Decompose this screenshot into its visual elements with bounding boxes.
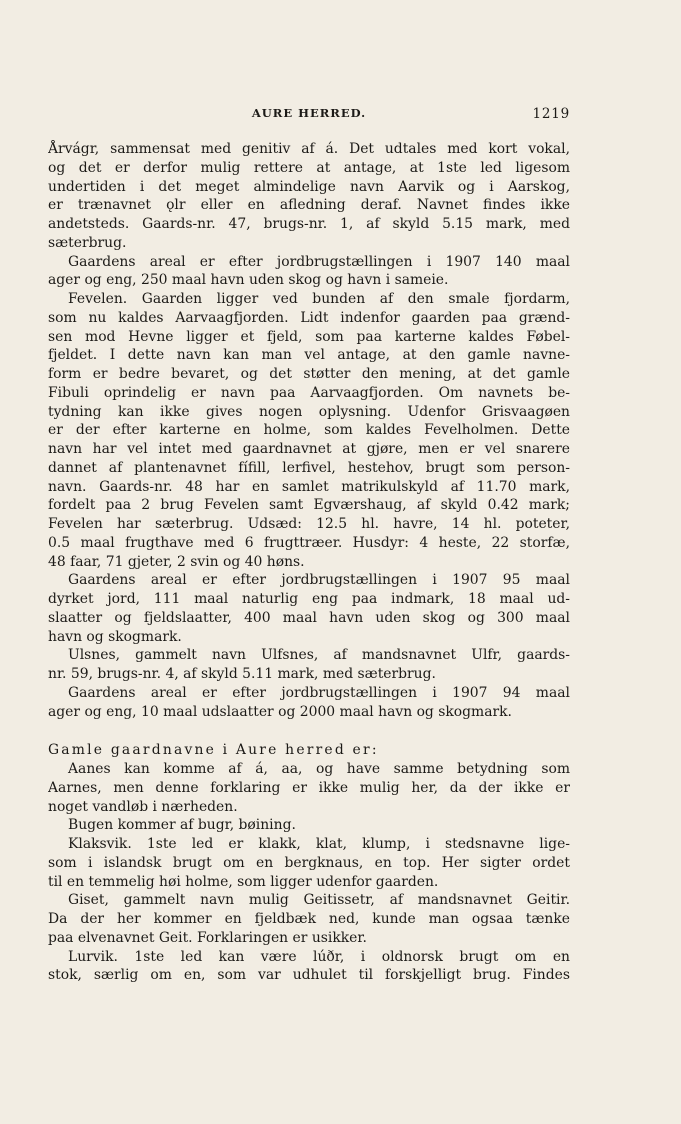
running-title: AURE HERRED. — [251, 106, 367, 120]
text-line: Aanes kan komme af á, aa, og have samme betydning som — [68, 761, 570, 777]
text-line: er trænavnet ǫlr eller en afledning deraf. Navnet findes ikke — [48, 197, 570, 214]
text-line: og det er derfor mulig rettere at antage, at 1ste led ligesom — [48, 159, 570, 176]
text-line: til en temmelig høi holme, som ligger udenfor gaarden. — [48, 873, 439, 890]
text-line: Årvágr, sammensat med genitiv af á. Det udtales med kort vokal, — [48, 141, 570, 157]
text-line: navn har vel intet med gaardnavnet at gjøre, men er vel snarere — [48, 441, 570, 457]
text-line: form er bedre bevaret, og det støtter den mening, at det gamle — [48, 366, 570, 382]
text-line: fjeldet. I dette navn kan man vel antage, at den gamle navne- — [48, 347, 570, 364]
text-line: Fevelen. Gaarden ligger ved bunden af den smale fjordarm, — [68, 291, 570, 307]
text-line: tydning kan ikke gives nogen oplysning. Udenfor Grisvaagøen — [48, 403, 570, 420]
section-gap — [48, 721, 570, 741]
text-line: er der efter karterne en holme, som kaldes Fevelholmen. Dette — [48, 422, 570, 439]
text-line: undertiden i det meget almindelige navn Aarvik og i Aarskog, — [48, 178, 570, 195]
text-line: andetsteds. Gaards-nr. 47, brugs-nr. 1, af skyld 5.15 mark, med — [48, 216, 570, 232]
text-line: Klaksvik. 1ste led er klakk, klat, klump, i stedsnavne lige- — [68, 836, 570, 852]
text-line: Giset, gammelt navn mulig Geitissetr, af mandsnavnet Geitir. — [68, 892, 570, 909]
text-line: ager og eng, 10 maal udslaatter og 2000 maal havn og skogmark. — [48, 703, 512, 720]
text-line: Fibuli oprindelig er navn paa Aarvaagfjorden. Om navnets be- — [48, 384, 570, 401]
text-line: Ulsnes, gammelt navn Ulfsnes, af mandsnavnet Ulfr, gaards- — [68, 647, 570, 664]
text-line: slaatter og fjeldslaatter, 400 maal havn uden skog og 300 maal — [48, 609, 570, 626]
text-line: som nu kaldes Aarvaagfjorden. Lidt indenfor gaarden paa grænd- — [48, 309, 570, 326]
text-line: Gaardens areal er efter jordbrugstællingen i 1907 94 maal — [68, 684, 570, 701]
text-line: 48 faar, 71 gjeter, 2 svin og 40 høns. — [48, 553, 305, 570]
text-line: sæterbrug. — [48, 234, 127, 251]
text-line: paa elvenavnet Geit. Forklaringen er usikker. — [48, 929, 367, 946]
text-line: Gaardens areal er efter jordbrugstællingen i 1907 95 maal — [68, 572, 570, 589]
text-line: sen mod Hevne ligger et fjeld, som paa karterne kaldes Føbel- — [48, 328, 570, 345]
text-line: ager og eng, 250 maal havn uden skog og havn i sameie. — [48, 272, 449, 289]
running-header — [48, 106, 570, 126]
text-line: fordelt paa 2 brug Fevelen samt Egværshaug, af skyld 0.42 mark; — [48, 497, 570, 514]
text-line: dannet af plantenavnet fífill, lerfivel, hestehov, brugt som person- — [48, 459, 570, 476]
text-line: navn. Gaards-nr. 48 har en samlet matrikulskyld af 11.70 mark, — [48, 478, 570, 495]
text-line: Bugen kommer af bugr, bøining. — [68, 817, 296, 834]
text-line: Fevelen har sæterbrug. Udsæd: 12.5 hl. havre, 14 hl. poteter, — [48, 516, 570, 532]
text-line: 0.5 maal frugthave med 6 frugttræer. Husdyr: 4 heste, 22 storfæ, — [48, 534, 570, 551]
text-line: nr. 59, brugs-nr. 4, af skyld 5.11 mark, med sæterbrug. — [48, 666, 436, 682]
text-line: Gaardens areal er efter jordbrugstællingen i 1907 140 maal — [68, 253, 570, 270]
text-line: Aarnes, men denne forklaring er ikke mulig her, da der ikke er — [48, 779, 570, 796]
text-line: stok, særlig om en, som var udhulet til forskjelligt brug. Findes — [48, 967, 570, 984]
text-line: noget vandløb i nærheden. — [48, 798, 238, 815]
text-line: Lurvik. 1ste led kan være lúðr, i oldnorsk brugt om en — [68, 948, 570, 965]
page-number: 1219 — [532, 106, 570, 122]
body-text — [48, 140, 570, 985]
section-heading: Gamle gaardnavne i Aure herred er: — [48, 742, 379, 759]
text-line: Da der her kommer en fjeldbæk ned, kunde man ogsaa tænke — [48, 911, 570, 927]
text-line: havn og skogmark. — [48, 628, 182, 645]
text-line: som i islandsk brugt om en bergknaus, en top. Her sigter ordet — [48, 854, 570, 871]
text-line: dyrket jord, 111 maal naturlig eng paa indmark, 18 maal ud- — [48, 591, 570, 607]
